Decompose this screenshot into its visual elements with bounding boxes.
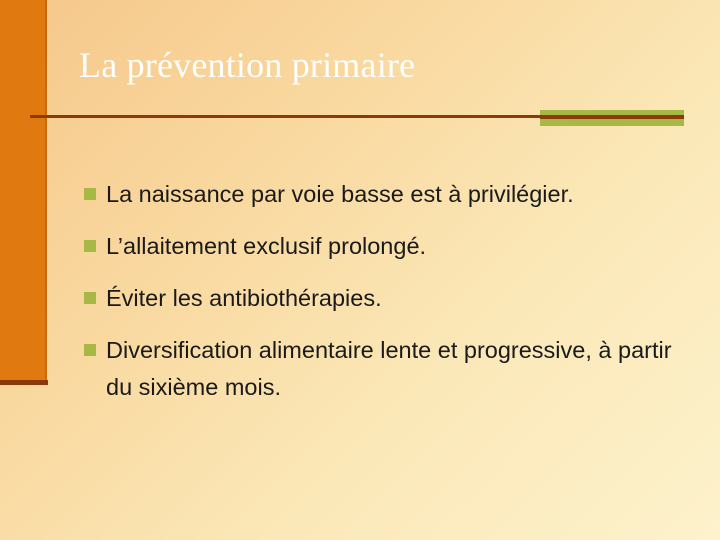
bullet-item (84, 228, 704, 265)
slide-title: La prévention primaire (79, 45, 416, 85)
bullet-text: Diversification alimentaire lente et progressive, à partir du sixième mois. (106, 337, 672, 400)
square-bullet-icon (84, 292, 96, 304)
bullet-text: La naissance par voie basse est à privilégier. (106, 181, 574, 207)
square-bullet-icon (84, 344, 96, 356)
left-orange-bar (0, 0, 47, 382)
bullet-item (84, 332, 704, 406)
square-bullet-icon (84, 240, 96, 252)
bullet-item (84, 280, 704, 317)
accent-divider-line (540, 116, 684, 119)
bullet-list (84, 176, 704, 421)
bullet-item (84, 176, 704, 213)
bullet-text: Éviter les antibiothérapies. (106, 285, 382, 311)
square-bullet-icon (84, 188, 96, 200)
left-bar-base (0, 380, 48, 385)
bullet-text: L’allaitement exclusif prolongé. (106, 233, 427, 259)
